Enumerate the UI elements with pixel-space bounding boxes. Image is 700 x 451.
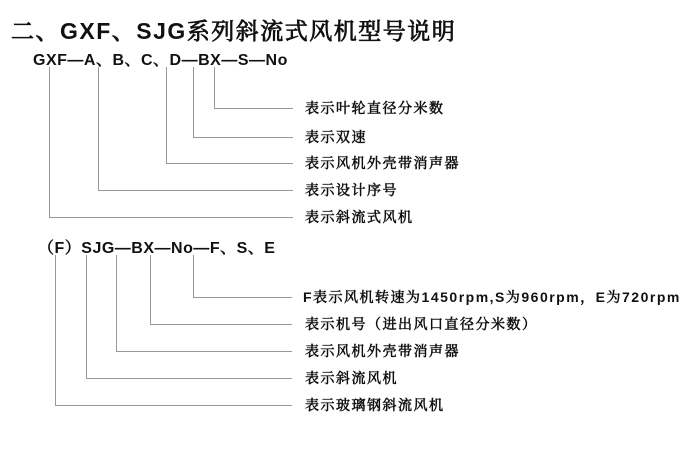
connector-vline-gxf-prefix [49,67,50,217]
connector-vline-sjg-f [55,255,56,405]
label-gxf-silencer-casing: 表示风机外壳带消声器 [305,155,460,171]
connector-vline-sjg-prefix [86,255,87,378]
label-sjg-speed-rpm: F表示风机转速为1450rpm,S为960rpm，E为720rpm [303,289,681,305]
label-gxf-design-serial: 表示设计序号 [305,182,398,198]
connector-hline-sjg-no [150,324,292,325]
connector-vline-gxf-no [214,67,215,108]
model-code-gxf: GXF—A、B、C、D—BX—S—No [33,52,288,69]
connector-hline-gxf-no [214,108,293,109]
label-gxf-impeller-diameter: 表示叶轮直径分米数 [305,100,445,116]
label-sjg-machine-number: 表示机号（进出风口直径分米数） [305,316,538,332]
connector-hline-sjg-f [55,405,292,406]
model-code-sjg: （F）SJG—BX—No—F、S、E [38,240,276,257]
connector-hline-gxf-prefix [49,217,293,218]
connector-vline-sjg-bx [116,255,117,351]
connector-hline-sjg-fse [193,297,292,298]
connector-vline-gxf-s [193,67,194,137]
label-sjg-silencer-casing: 表示风机外壳带消声器 [305,343,460,359]
page-title: 二、GXF、SJG系列斜流式风机型号说明 [11,18,457,44]
connector-hline-gxf-bx [166,163,293,164]
connector-vline-gxf-abcd [98,67,99,190]
connector-hline-gxf-s [193,137,293,138]
connector-hline-gxf-abcd [98,190,293,191]
connector-vline-gxf-bx [166,67,167,163]
label-sjg-mixed-flow-fan: 表示斜流风机 [305,370,398,386]
connector-vline-sjg-no [150,255,151,324]
label-gxf-double-speed: 表示双速 [305,129,367,145]
connector-hline-sjg-bx [116,351,292,352]
label-sjg-frp-mixed-flow-fan: 表示玻璃钢斜流风机 [305,397,445,413]
connector-vline-sjg-fse [193,255,194,297]
label-gxf-mixed-flow-fan: 表示斜流式风机 [305,209,414,225]
connector-hline-sjg-prefix [86,378,292,379]
